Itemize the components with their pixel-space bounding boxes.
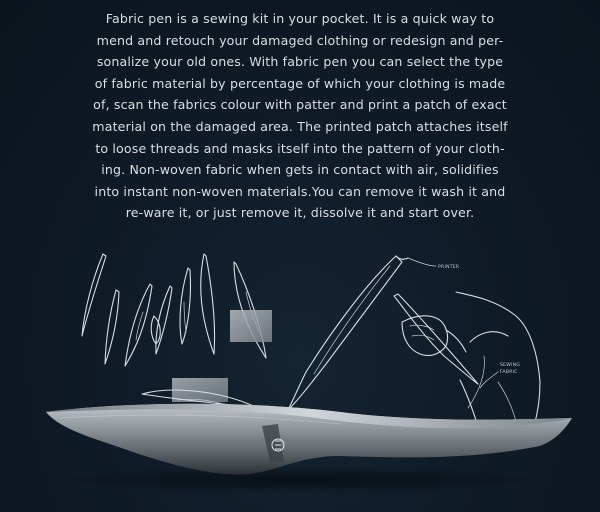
description-line: ing. Non-woven fabric when gets in contact with air, solidifies	[101, 162, 499, 178]
product-sketch-illustration	[0, 232, 600, 512]
description-line: mend and retouch your damaged clothing or redesign and per-	[96, 32, 504, 48]
hand-holding-pen-sketch	[288, 256, 540, 432]
sketch-note-sewing: SEWING	[500, 363, 521, 368]
description-line: Fabric pen is a sewing kit in your pocket. It is a quick way to	[105, 11, 495, 26]
description-line: sonalize your old ones. With fabric pen you can select the type	[96, 54, 504, 70]
fabric-pen-render	[46, 404, 572, 494]
description-line: of, scan the fabrics colour with patter and print a patch of exact	[93, 97, 507, 113]
description-line: to loose threads and masks itself into the pattern of your cloth-	[95, 140, 505, 156]
description-line: re-ware it, or just remove it, dissolve it and start over.	[125, 205, 475, 221]
sketch-note-fabric: FABRIC	[500, 370, 518, 375]
sketch-note-printer: PRINTER	[438, 265, 460, 270]
description-line: into instant non-woven materials.You can remove it wash it and	[94, 183, 506, 199]
description-line: material on the damaged area. The printed patch attaches itself	[92, 118, 508, 134]
product-description	[92, 8, 508, 224]
description-line: of fabric material by percentage of which your clothing is made	[94, 75, 506, 91]
profile-sketches	[82, 254, 272, 408]
